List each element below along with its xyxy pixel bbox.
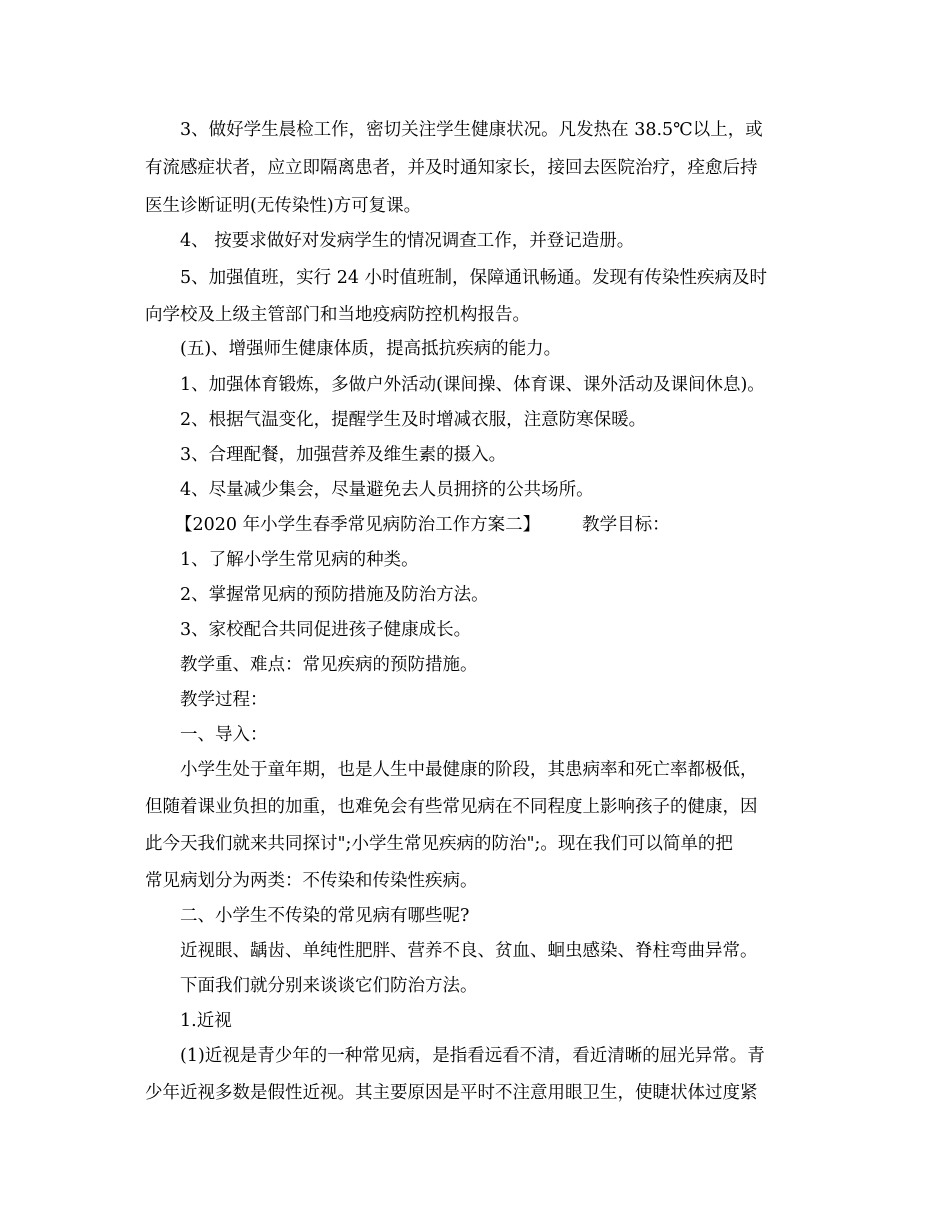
- text-line: 下面我们就分别来谈谈它们防治方法。: [180, 976, 478, 996]
- text-line: 此今天我们就来共同探讨";小学生常见疾病的防治";。现在我们可以简单的把: [145, 834, 733, 854]
- text-line: 一、导入：: [180, 725, 268, 745]
- text-line: 2、掌握常见病的预防措施及防治方法。: [180, 585, 489, 605]
- text-line: 1、了解小学生常见病的种类。: [180, 550, 419, 570]
- text-line: 3、做好学生晨检工作，密切关注学生健康状况。凡发热在 38.5℃以上，或: [180, 120, 763, 140]
- text-line: 1、加强体育锻炼，多做户外活动(课间操、体育课、课外活动及课间休息)。: [180, 375, 765, 395]
- text-line: 近视眼、龋齿、单纯性肥胖、营养不良、贫血、蛔虫感染、脊柱弯曲异常。: [180, 941, 758, 961]
- text-line: 有流感症状者，应立即隔离患者，并及时通知家长，接回去医院治疗，痊愈后持: [145, 158, 758, 178]
- teaching-goals-label: 教学目标：: [582, 515, 670, 535]
- text-line: 3、家校配合共同促进孩子健康成长。: [180, 620, 472, 640]
- text-line: 小学生处于童年期，也是人生中最健康的阶段，其患病率和死亡率都极低，: [180, 760, 758, 780]
- text-line: 3、合理配餐，加强营养及维生素的摄入。: [180, 445, 507, 465]
- text-line: 常见病划分为两类：不传染和传染性疾病。: [145, 871, 478, 891]
- text-line: 4、尽量减少集会，尽量避免去人员拥挤的公共场所。: [180, 480, 594, 500]
- text-line: (1)近视是青少年的一种常见病，是指看远看不清，看近清晰的屈光异常。青: [180, 1046, 765, 1066]
- text-line: 2、根据气温变化，提醒学生及时增减衣服，注意防寒保暖。: [180, 410, 647, 430]
- text-line: 1.近视: [180, 1011, 232, 1031]
- text-line: 4、 按要求做好对发病学生的情况调查工作，并登记造册。: [180, 231, 635, 251]
- text-line: 但随着课业负担的加重，也难免会有些常见病在不同程度上影响孩子的健康，因: [145, 797, 758, 817]
- text-line: 教学过程：: [180, 690, 268, 710]
- text-line: 医生诊断证明(无传染性)方可复课。: [145, 196, 422, 216]
- text-line: 教学重、难点：常见疾病的预防措施。: [180, 655, 478, 675]
- text-line: 向学校及上级主管部门和当地疫病防控机构报告。: [145, 305, 530, 325]
- text-line: [175, 510, 670, 540]
- text-line: (五)、增强师生健康体质，提高抵抗疾病的能力。: [180, 339, 562, 359]
- text-line: 5、加强值班，实行 24 小时值班制，保障通讯畅通。发现有传染性疾病及时: [180, 268, 768, 288]
- plan-title: 【2020 年小学生春季常见病防治工作方案二】: [175, 515, 541, 535]
- text-line: 二、小学生不传染的常见病有哪些呢?: [180, 906, 470, 926]
- text-line: 少年近视多数是假性近视。其主要原因是平时不注意用眼卫生，使睫状体过度紧: [145, 1083, 758, 1103]
